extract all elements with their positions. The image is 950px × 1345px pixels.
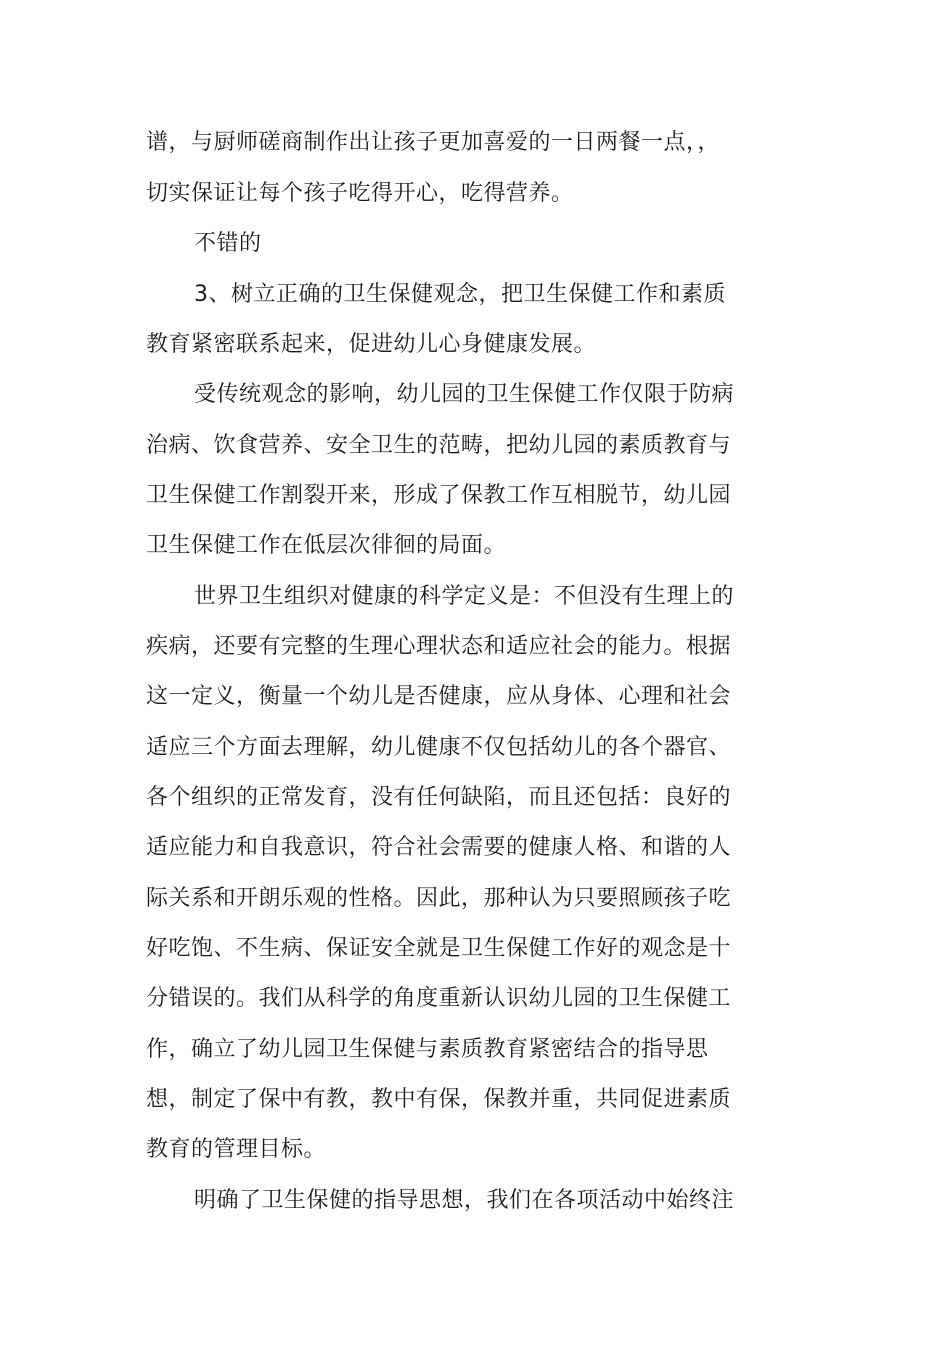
paragraph-5-line-6: 适应能力和自我意识，符合社会需要的健康人格、和谐的人: [146, 835, 732, 860]
paragraph-5-line-12: 教育的管理目标。: [146, 1137, 327, 1162]
paragraph-6-line-1: 明确了卫生保健的指导思想，我们在各项活动中始终注: [194, 1188, 735, 1213]
paragraph-1-line-1: 谱，与厨师磋商制作出让孩子更加喜爱的一日两餐一点，，: [146, 130, 721, 155]
paragraph-5-line-4: 适应三个方面去理解，幼儿健康不仅包括幼儿的各个器官、: [146, 735, 732, 760]
paragraph-5-line-1: 世界卫生组织对健康的科学定义是：不但没有生理上的: [194, 584, 735, 609]
paragraph-4-line-1: 受传统观念的影响，幼儿园的卫生保健工作仅限于防病: [194, 382, 735, 407]
paragraph-3-line-2: 教育紧密联系起来，促进幼儿心身健康发展。: [146, 332, 597, 357]
paragraph-4-line-3: 卫生保健工作割裂开来，形成了保教工作互相脱节，幼儿园: [146, 483, 732, 508]
paragraph-5-line-5: 各个组织的正常发育，没有任何缺陷，而且还包括：良好的: [146, 785, 732, 810]
paragraph-2-line-1: 不错的: [194, 231, 262, 256]
paragraph-5-line-11: 想，制定了保中有教，教中有保，保教并重，共同促进素质: [146, 1087, 732, 1112]
paragraph-3-line-1: 3、树立正确的卫生保健观念，把卫生保健工作和素质: [194, 282, 726, 307]
paragraph-4-line-4: 卫生保健工作在低层次徘徊的局面。: [146, 533, 507, 558]
paragraph-5-line-8: 好吃饱、不生病、保证安全就是卫生保健工作好的观念是十: [146, 936, 732, 961]
paragraph-5-line-10: 作，确立了幼儿园卫生保健与素质教育紧密结合的指导思: [146, 1037, 709, 1062]
paragraph-4-line-2: 治病、饮食营养、安全卫生的范畴，把幼儿园的素质教育与: [146, 433, 732, 458]
paragraph-5-line-3: 这一定义，衡量一个幼儿是否健康，应从身体、心理和社会: [146, 684, 732, 709]
paragraph-5-line-2: 疾病，还要有完整的生理心理状态和适应社会的能力。根据: [146, 634, 732, 659]
paragraph-5-line-9: 分错误的。我们从科学的角度重新认识幼儿园的卫生保健工: [146, 986, 732, 1011]
paragraph-1-line-2: 切实保证让每个孩子吃得开心，吃得营养。: [146, 181, 574, 206]
paragraph-5-line-7: 际关系和开朗乐观的性格。因此，那种认为只要照顾孩子吃: [146, 886, 732, 911]
